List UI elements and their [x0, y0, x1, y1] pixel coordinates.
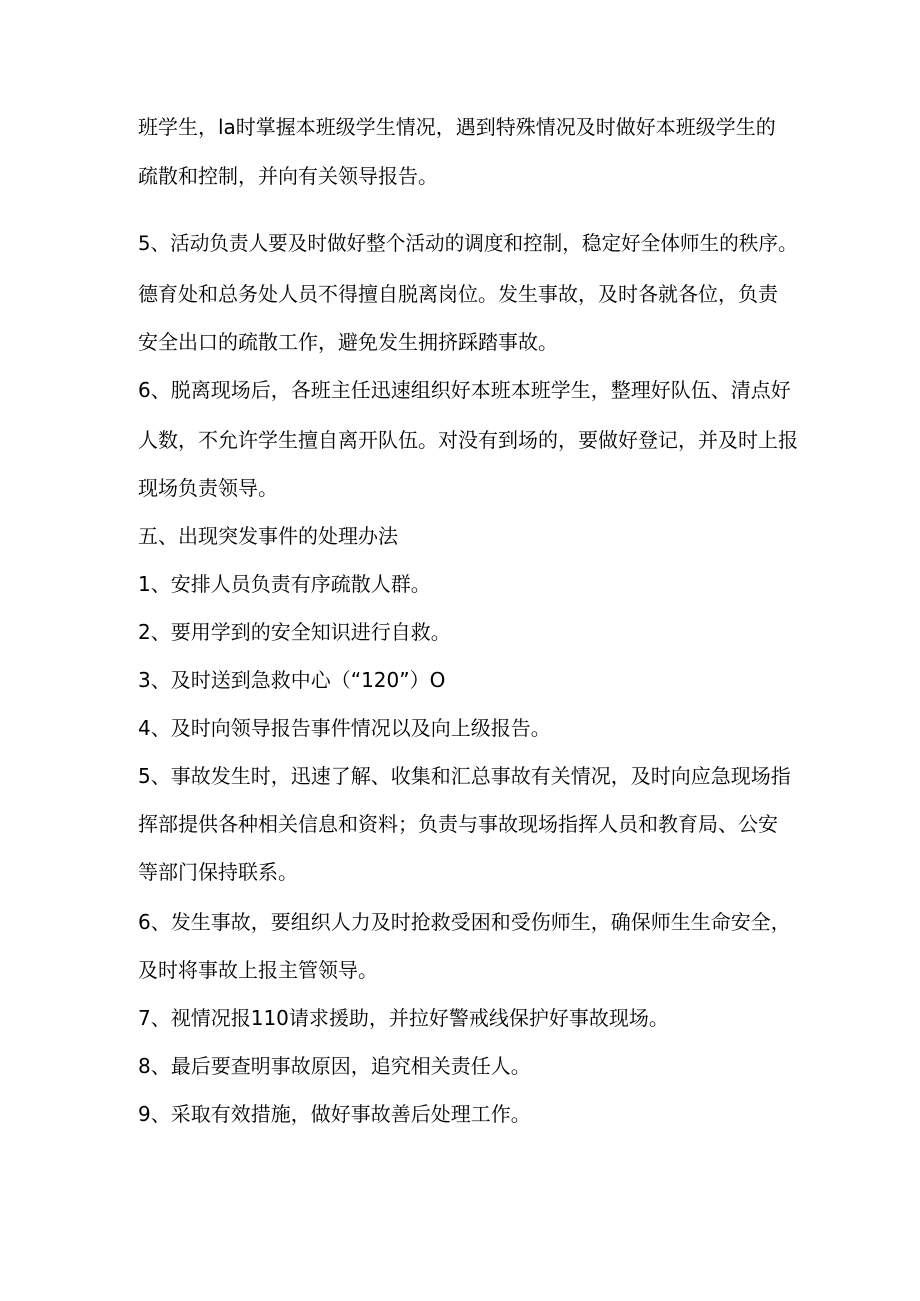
- text-line: 班学生，la时掌握本班级学生情况，遇到特殊情况及时做好本班级学生的: [138, 115, 776, 139]
- text-line: 6、发生事故，要组织人力及时抢救受困和受伤师生，确保师生生命安全，: [138, 910, 791, 934]
- text-line: 7、视情况报110请求援助，并拉好警戒线保护好事故现场。: [138, 1006, 669, 1030]
- text-line: 2、要用学到的安全知识进行自救。: [138, 620, 451, 644]
- text-line: 人数，不允许学生擅自离开队伍。对没有到场的，要做好登记，并及时上报: [138, 428, 798, 452]
- text-line: 1、安排人员负责有序疏散人群。: [138, 572, 431, 596]
- text-line: 3、及时送到急救中心（“120”）O: [138, 668, 446, 692]
- text-line: 德育处和总务处人员不得擅自脱离岗位。发生事故，及时各就各位，负责: [138, 282, 778, 306]
- text-line: 等部门保持联系。: [138, 860, 298, 884]
- text-line: 疏散和控制，并向有关领导报告。: [138, 164, 438, 188]
- text-line: 挥部提供各种相关信息和资料；负责与事故现场指挥人员和教育局、公安: [138, 812, 778, 836]
- section-heading: 五、出现突发事件的处理办法: [138, 524, 398, 548]
- text-line: 8、最后要查明事故原因，追究相关责任人。: [138, 1054, 531, 1078]
- text-line: 9、采取有效措施，做好事故善后处理工作。: [138, 1102, 531, 1126]
- text-line: 及时将事故上报主管领导。: [138, 958, 378, 982]
- text-line: 现场负责领导。: [138, 476, 278, 500]
- text-line: 4、及时向领导报告事件情况以及向上级报告。: [138, 716, 551, 740]
- text-line: 5、活动负责人要及时做好整个活动的调度和控制，稳定好全体师生的秩序。: [138, 232, 798, 255]
- text-line: 安全出口的疏散工作，避免发生拥挤踩踏事故。: [138, 330, 558, 354]
- text-line: 6、脱离现场后，各班主任迅速组织好本班本班学生，整理好队伍、清点好: [138, 378, 791, 402]
- text-line: 5、事故发生时，迅速了解、收集和汇总事故有关情况，及时向应急现场指: [138, 764, 791, 788]
